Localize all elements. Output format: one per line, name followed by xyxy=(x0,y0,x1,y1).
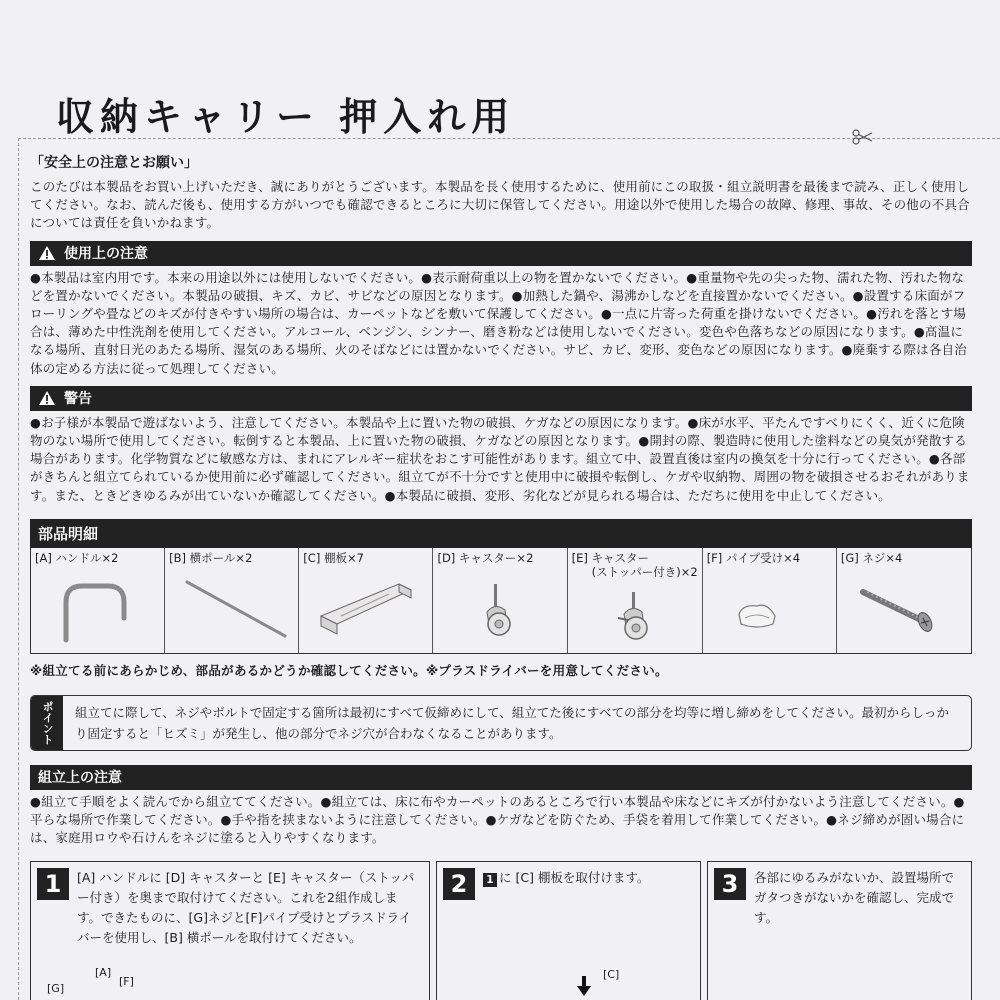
part-label: [F] パイプ受け×4 xyxy=(706,550,801,565)
part-label: [G] ネジ×4 xyxy=(840,550,903,565)
diagram-label: [A] xyxy=(95,966,112,980)
step-number: 3 xyxy=(714,868,746,900)
step-2 xyxy=(436,861,701,1000)
step-text: [A] ハンドルに [D] キャスターと [E] キャスター（ストッパー付き）を奥まで取付けてください。これを2組作成します。できたものに、[G]ネジと[F]パイプ受けとプラスドライバーを使用し、[B] 横ポールを取付けてください。 xyxy=(77,870,415,946)
step-number: 1 xyxy=(37,868,69,900)
assembly-heading: 組立上の注意 xyxy=(38,770,122,787)
part-pipe-holder xyxy=(703,548,837,653)
pole-icon xyxy=(185,578,295,644)
assembly-heading-bar xyxy=(30,765,972,790)
instruction-sheet xyxy=(30,152,972,1000)
part-label: [E] キャスター xyxy=(571,550,649,565)
parts-heading-bar xyxy=(30,519,972,548)
shelf-board-icon xyxy=(319,578,419,644)
part-label: [D] キャスター×2 xyxy=(437,550,534,565)
assembly-steps xyxy=(30,861,972,1000)
warning-heading-bar xyxy=(30,386,972,411)
warning-text: ●お子様が本製品で遊ばないよう、注意してください。本製品や上に置いた物の破損、ケガなどの原因になります。●床が水平、平たんですべりにくく、近くに危険物のない場所で使用してください。転倒すると本製品、上に置いた物の破損、ケガなどの原因となります。●開封の際、製造時に使用した塗料などの臭気が発散する場合があります。化学物質などに敏感な方は、まれにアレルギー症状をおこす可能性があります。組立て中、設置直後は室内の換気を十分に行ってください。●各部がきちんと組立てられているか使用前に必ず確認してください。組立てが不十分ですと使用中に破損や転倒し、ケガや収納物、周囲の物を破損させるおそれがあります。また、ときどきゆるみが出ていないか確認してください。●本製品に破損、変形、劣化などが見られる場合は、ただちに使用を中止してください。 xyxy=(30,414,970,503)
step-reference-badge: 1 xyxy=(483,873,497,887)
down-arrow-icon xyxy=(577,976,591,1000)
handle-icon xyxy=(51,578,141,644)
usage-heading: 使用上の注意 xyxy=(64,246,148,263)
pipe-holder-icon xyxy=(723,578,813,644)
part-handle xyxy=(31,548,165,653)
step-text: に [C] 棚板を取付けます。 xyxy=(499,870,650,886)
step-text: 各部にゆるみがないか、設置場所でガタつきがないかを確認し、完成です。 xyxy=(754,870,955,926)
diagram-label: [C] xyxy=(603,968,620,982)
part-label: [C] 棚板×7 xyxy=(303,550,364,565)
usage-heading-bar xyxy=(30,241,972,266)
part-pole xyxy=(165,548,299,653)
assembly-text: ●組立て手順をよく読んでから組立ててください。●組立ては、床に布やカーペットのあるところで行い本製品や床などにキズが付かないよう注意してください。●平らな場所で作業してください。●手や指を挟まないように注意してください。●ケガなどを防ぐため、手袋を着用して作業してください。●ネジ締めが固い場合には、家庭用ロウや石けんをネジに塗ると入りやすくなります。 xyxy=(30,793,965,846)
screw-icon xyxy=(857,578,957,644)
caster-stopper-icon xyxy=(588,590,678,650)
part-caster xyxy=(433,548,567,653)
diagram-label: [G] xyxy=(47,982,65,996)
safety-heading: 「安全上の注意とお願い」 xyxy=(30,155,198,171)
parts-list xyxy=(30,548,972,654)
warning-heading: 警告 xyxy=(64,391,92,408)
usage-text: ●本製品は室内用です。本来の用途以外には使用しないでください。●表示耐荷重以上の物を置かないでください。●重量物や先の尖った物、濡れた物、汚れた物などを置かないでください。本製品の破損、キズ、カビ、サビなどの原因となります。●加熱した鍋や、湯沸かしなどを直接置かないでください。●設置する床面がフローリングや畳などのキズが付きやすい場所の場合は、カーペットなどを敷いて保護してください。●一点に片寄った荷重を掛けないでください。●汚れを落とす場合は、薄めた中性洗剤を使用してください。アルコール、ベンジン、シンナー、磨き粉などは使用しないでください。変色や色落ちなどの原因になります。●高温になる場所、直射日光のあたる場所、湿気のある場所、火のそばなどには置かないでください。サビ、カビ、変形、変色などの原因になります。●廃棄する際は各自治体の定める方法に従って処理してください。 xyxy=(30,269,967,376)
point-text: 組立てに際して、ネジやボルトで固定する箇所は最初にすべて仮締めにして、組立てた後にすべての部分を均等に増し締めをしてください。最初からしっかり固定すると「ヒズミ」が発生し、他の部分でネジ穴が合わなくなることがあります。 xyxy=(75,704,950,741)
part-label: [A] ハンドル×2 xyxy=(35,550,119,565)
part-screw xyxy=(837,548,971,653)
parts-heading: 部品明細 xyxy=(38,524,99,543)
warning-icon xyxy=(38,390,56,406)
safety-intro: このたびは本製品をお買い上げいただき、誠にありがとうございます。本製品を長く使用するために、使用前にこの取扱・組立説明書を最後まで読み、正しく使用してください。なお、読んだ後も、使用する方がいつでも確認できるところに大切に保管してください。用途以外で使用した場合の故障、修理、事故、その他の不具合については責任を負いかねます。 xyxy=(30,179,970,231)
warning-icon xyxy=(38,245,56,261)
caster-icon xyxy=(453,578,543,648)
part-shelf-board xyxy=(299,548,433,653)
point-tab: ポイント xyxy=(31,696,63,750)
scissors-icon xyxy=(852,129,874,149)
step-number: 2 xyxy=(443,868,475,900)
parts-note: ※組立てる前にあらかじめ、部品があるかどうか確認してください。※プラスドライバーを用意してください。 xyxy=(30,662,668,678)
point-box xyxy=(30,695,972,751)
part-label: [B] 横ポール×2 xyxy=(169,550,253,565)
step-1 xyxy=(30,861,430,1000)
diagram-label: [F] xyxy=(119,975,134,989)
page-title: 収納キャリー 押入れ用 xyxy=(56,95,516,139)
part-caster-stopper xyxy=(568,548,703,653)
part-label-sub: (ストッパー付き)×2 xyxy=(591,564,698,579)
step-3 xyxy=(707,861,972,1000)
